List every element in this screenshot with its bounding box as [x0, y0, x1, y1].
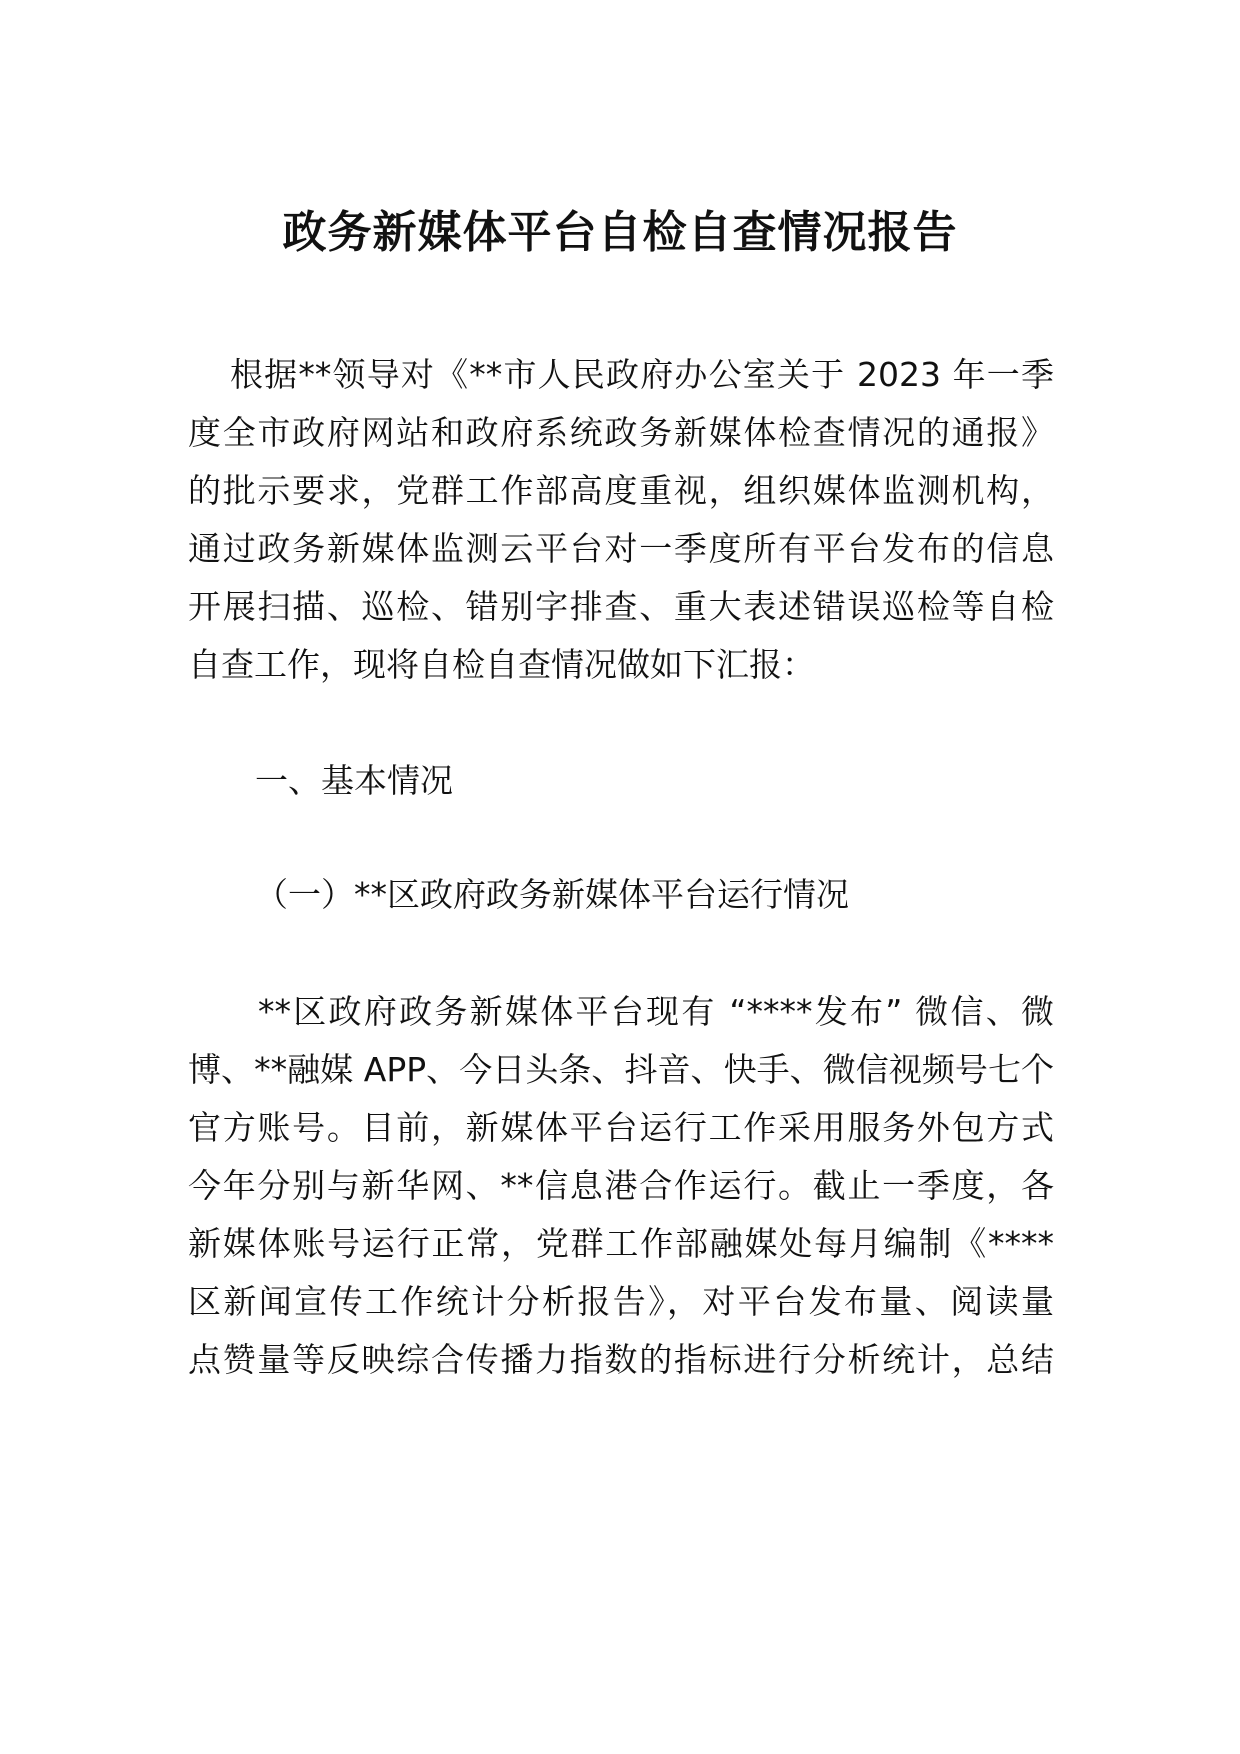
paragraph-line: 区新闻宣传工作统计分析报告》，对平台发布量、阅读量: [188, 1282, 1054, 1321]
paragraph-line: 自查工作，现将自检自查情况做如下汇报：: [188, 645, 815, 684]
document-title: 政务新媒体平台自检自查情况报告: [282, 207, 958, 258]
paragraph-line: 度全市政府网站和政府系统政务新媒体检查情况的通报》: [188, 413, 1054, 452]
paragraph-line: **区政府政务新媒体平台现有 “****发布” 微信、微: [258, 992, 1054, 1031]
paragraph-line: 新媒体账号运行正常，党群工作部融媒处每月编制《****: [188, 1224, 1054, 1263]
section-heading: 一、基本情况: [255, 761, 453, 800]
paragraph-line: 开展扫描、巡检、错别字排查、重大表述错误巡检等自检: [188, 587, 1054, 626]
paragraph-line: 博、**融媒 APP、今日头条、抖音、快手、微信视频号七个: [188, 1050, 1054, 1089]
paragraph-line: 根据**领导对《**市人民政府办公室关于 2023 年一季: [230, 355, 1054, 394]
paragraph-line: 官方账号。目前，新媒体平台运行工作采用服务外包方式: [188, 1108, 1054, 1147]
paragraph-line: 今年分别与新华网、**信息港合作运行。截止一季度，各: [188, 1166, 1054, 1205]
paragraph-line: 的批示要求，党群工作部高度重视，组织媒体监测机构，: [188, 471, 1054, 510]
subsection-heading: （一）**区政府政务新媒体平台运行情况: [255, 875, 849, 914]
paragraph-line: 点赞量等反映综合传播力指数的指标进行分析统计，总结: [188, 1340, 1054, 1379]
paragraph-line: 通过政务新媒体监测云平台对一季度所有平台发布的信息: [188, 529, 1054, 568]
